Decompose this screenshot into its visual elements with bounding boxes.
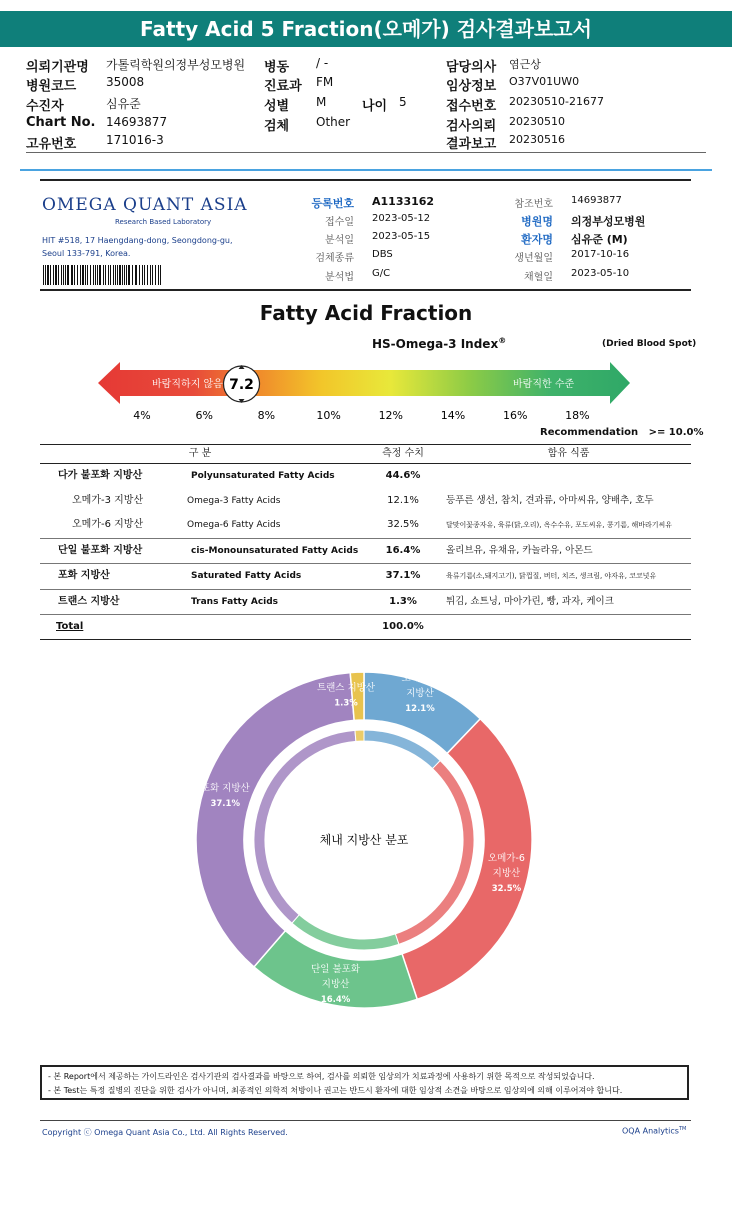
patient-value: 20230510 [509, 115, 565, 128]
barcode-bar [142, 265, 143, 285]
table-row [40, 513, 691, 539]
patient-label: 접수번호 [446, 99, 497, 114]
barcode-bar [139, 265, 140, 285]
disclaimer-box [40, 1065, 689, 1100]
lab-mid-label: 분석법 [325, 272, 354, 283]
barcode-bar [126, 265, 127, 285]
barcode-bar [80, 265, 81, 285]
row-foods: 올리브유, 유채유, 카놀라유, 아몬드 [446, 544, 593, 556]
barcode-bar [160, 265, 161, 285]
patient-value: O37V01UW0 [509, 75, 580, 88]
patient-label: 병원코드 [26, 79, 77, 94]
row-foods [446, 464, 691, 489]
table-body [40, 464, 691, 615]
barcode-icon [43, 265, 165, 285]
lab-right-value: 2023-05-10 [571, 268, 630, 279]
barcode-bar [97, 265, 98, 285]
lab-mid-label: 검체종류 [315, 253, 354, 264]
donut-slice-name: 단일 불포화 지방산 [311, 964, 361, 991]
patient-label: 임상정보 [446, 79, 497, 94]
scale-tick-label: 10% [316, 409, 341, 422]
barcode-bar [128, 265, 130, 285]
patient-label: Chart No. [26, 115, 96, 130]
row-foods: 육류기름(소,돼지고기), 닭껍질, 버터, 치즈, 생크림, 야자유, 코코넛유 [446, 572, 657, 580]
row-name-ko: 오메가-3 지방산 [72, 494, 144, 506]
index-marker [224, 365, 260, 403]
scale-tick-label: 18% [565, 409, 590, 422]
lab-mid-value: G/C [372, 268, 391, 279]
table-row [40, 539, 691, 565]
row-name-ko: 단일 불포화 지방산 [58, 544, 143, 556]
barcode-bar [124, 265, 125, 285]
barcode-bar [155, 265, 156, 285]
barcode-bar [43, 265, 44, 285]
barcode-bar [55, 265, 57, 285]
row-name-en: Trans Fatty Acids [191, 596, 279, 607]
disclaimer-line-2: - 본 Test는 특정 질병의 진단을 위한 검사가 아니며, 최종적인 의학적 처방이나 권고는 반드시 환자에 대한 임상적 소견을 바탕으로 임상의에 의해 이루어져야 합니다. [48, 1086, 623, 1095]
barcode-bar [82, 265, 84, 285]
header-category: 구 분 [188, 448, 212, 459]
patient-value: 20230516 [509, 133, 565, 146]
barcode-bar [71, 265, 73, 285]
index-value: 7.2 [229, 377, 254, 393]
lab-mid-label: 분석일 [325, 235, 354, 246]
patient-age-value: 5 [399, 95, 407, 109]
barcode-bar [110, 265, 111, 285]
row-value: 44.6% [385, 470, 421, 481]
lab-mid-value: A1133162 [372, 195, 435, 208]
patient-value: 가톨릭학원의정부성모병원 [106, 58, 246, 72]
row-foods: 튀김, 쇼트닝, 마아가린, 빵, 과자, 케이크 [446, 595, 614, 607]
donut-inner-slice [355, 730, 364, 741]
section-title: Fatty Acid Fraction [259, 301, 473, 325]
patient-value: 171016-3 [106, 133, 164, 147]
patient-label: 의뢰기관명 [26, 60, 89, 75]
row-name-ko: 트랜스 지방산 [58, 595, 120, 607]
lab-address-2: Seoul 133-791, Korea. [42, 249, 131, 258]
lab-right-value: 심유준 (M) [571, 233, 628, 246]
table-row [40, 464, 691, 489]
logo-text: OMEGA QUANT ASIA [42, 195, 248, 215]
barcode-bar [74, 265, 75, 285]
scale-right-label: 바람직한 수준 [513, 379, 575, 390]
barcode-bar [58, 265, 59, 285]
total-label: Total [56, 621, 84, 632]
row-name-en: Polyunsaturated Fatty Acids [191, 471, 335, 481]
report-title: Fatty Acid 5 Fraction(오메가) 검사결과보고서 [0, 11, 732, 47]
barcode-bar [67, 265, 69, 285]
lab-mid-label: 접수일 [325, 217, 354, 228]
patient-label: 결과보고 [446, 137, 497, 152]
patient-value: 염근상 [509, 58, 541, 71]
disclaimer-line-1: - 본 Report에서 제공하는 가이드라인은 검사기관의 검사결과를 바탕으로 하여, 검사를 의뢰한 임상의가 치료과정에 사용하기 위한 목적으로 작성되었습니다. [48, 1072, 595, 1081]
logo-subtitle: Research Based Laboratory [115, 218, 212, 226]
lab-logo [42, 195, 248, 215]
patient-label: 진료과 [264, 79, 302, 94]
lab-top-rule [40, 179, 691, 181]
row-name-ko: 오메가-6 지방산 [72, 519, 144, 530]
lab-bottom-rule [40, 289, 691, 291]
barcode-bar [113, 265, 114, 285]
barcode-bar [135, 265, 137, 285]
patient-label: 수진자 [26, 99, 64, 114]
barcode-bar [158, 265, 159, 285]
barcode-bar [95, 265, 96, 285]
barcode-bar [85, 265, 86, 285]
row-name-en: Omega-6 Fatty Acids [187, 520, 281, 530]
lab-mid-value: 2023-05-12 [372, 213, 431, 224]
header-foods: 함유 식품 [547, 448, 590, 459]
row-value: 1.3% [389, 595, 417, 607]
row-name-en: cis-Monounsaturated Fatty Acids [191, 545, 359, 556]
barcode-bar [90, 265, 91, 285]
patient-label: 병동 [264, 60, 290, 75]
donut-slice-value: 1.3% [334, 698, 358, 709]
barcode-bar [50, 265, 51, 285]
header-value: 측정 수치 [382, 448, 424, 459]
barcode-bar [147, 265, 148, 285]
patient-value: / - [316, 56, 329, 70]
donut-center-title: 체내 지방산 분포 [319, 833, 409, 847]
divider [26, 152, 706, 153]
barcode-bar [65, 265, 66, 285]
donut-slice-name: 오메가-3 지방산 [401, 673, 439, 699]
table-row [40, 590, 691, 616]
scale-tick-label: 12% [378, 409, 404, 422]
barcode-bar [105, 265, 106, 285]
total-value: 100.0% [382, 621, 424, 632]
donut-slice-value: 32.5% [491, 884, 522, 895]
donut-slice [196, 673, 354, 967]
donut-slice-value: 37.1% [210, 799, 240, 810]
patient-label: 검사의뢰 [446, 119, 497, 134]
donut-slice-name: 포화 지방산 [200, 783, 250, 795]
lab-mid-value: 2023-05-15 [372, 231, 431, 242]
barcode-bar [122, 265, 123, 285]
patient-label: 성별 [264, 99, 290, 114]
lab-right-value: 14693877 [571, 195, 622, 206]
scale-tick-label: 16% [502, 409, 528, 422]
row-name-en: Saturated Fatty Acids [191, 571, 302, 581]
index-title [372, 336, 506, 351]
row-value: 32.5% [387, 519, 419, 530]
table-total-row [40, 615, 691, 640]
lab-right-label: 참조번호 [514, 199, 553, 210]
trademark-mark: TM [678, 1126, 687, 1132]
barcode-bar [119, 265, 121, 285]
patient-value: M [316, 95, 327, 109]
row-value: 37.1% [385, 570, 421, 581]
barcode-bar [77, 265, 78, 285]
row-name-ko: 다가 불포화 지방산 [58, 470, 143, 481]
barcode-bar [53, 265, 54, 285]
barcode-bar [93, 265, 94, 285]
patient-label: 검체 [264, 119, 290, 134]
scale-tick-label: 14% [440, 409, 466, 422]
patient-label: 담당의사 [446, 60, 497, 75]
table-header [40, 445, 691, 464]
omega3-index-scale [0, 356, 732, 426]
fatty-acid-donut-chart [196, 664, 536, 1024]
fatty-acid-table [40, 445, 691, 640]
barcode-bar [103, 265, 104, 285]
row-value: 12.1% [387, 494, 419, 506]
barcode-bar [150, 265, 151, 285]
patient-value: 14693877 [106, 115, 168, 129]
table-row [40, 564, 691, 590]
divider-blue [20, 169, 712, 171]
scale-left-label: 바람직하지 않음 [152, 379, 223, 390]
lab-right-label: 생년월일 [514, 253, 553, 264]
patient-label: 고유번호 [26, 137, 77, 152]
scale-tick-label: 4% [133, 409, 151, 422]
copyright: Copyright ⓒ Omega Quant Asia Co., Ltd. All Rights Reserved. [42, 1128, 288, 1137]
row-foods: 등푸른 생선, 참치, 견과류, 아마씨유, 양배추, 호두 [446, 494, 654, 506]
scale-tick-label: 8% [257, 409, 276, 422]
recommendation: Recommendation >= 10.0% [540, 427, 704, 438]
patient-value: 35008 [106, 75, 145, 89]
barcode-bar [87, 265, 88, 285]
index-title-text: HS-Omega-3 Index [372, 337, 499, 351]
donut-slice-name: 트랜스 지방산 [316, 682, 376, 694]
barcode-bar [152, 265, 153, 285]
lab-right-value: 의정부성모병원 [571, 215, 646, 228]
registered-mark: ® [498, 336, 507, 345]
barcode-bar [115, 265, 116, 285]
lab-right-value: 2017-10-16 [571, 249, 630, 260]
donut-slice-name: 오메가-6 지방산 [487, 853, 525, 880]
barcode-bar [61, 265, 62, 285]
barcode-bar [117, 265, 118, 285]
patient-value: 심유준 [106, 97, 141, 111]
patient-value: 20230510-21677 [509, 95, 604, 108]
donut-slice-value: 12.1% [405, 704, 435, 714]
row-foods: 달맞이꽃종자유, 육류(닭,오리), 옥수수유, 포도씨유, 콩기름, 해바라기씨유 [446, 521, 673, 529]
lab-address-1: HIT #518, 17 Haengdang-dong, Seongdong-gu, [42, 236, 233, 245]
lab-right-label: 채혈일 [524, 272, 553, 283]
lab-right-label: 병원명 [521, 215, 553, 228]
row-value: 16.4% [385, 544, 421, 556]
index-note: (Dried Blood Spot) [602, 339, 697, 349]
row-name-en: Omega-3 Fatty Acids [187, 495, 281, 506]
donut-slice-value: 16.4% [320, 995, 351, 1006]
barcode-bar [144, 265, 145, 285]
lab-mid-value: DBS [372, 249, 393, 260]
patient-value: FM [316, 75, 334, 89]
barcode-bar [63, 265, 64, 285]
patient-age-label: 나이 [362, 99, 388, 114]
row-name-ko: 포화 지방산 [58, 570, 110, 581]
barcode-bar [45, 265, 46, 285]
lab-right-label: 환자명 [521, 233, 553, 246]
barcode-bar [47, 265, 49, 285]
barcode-bar [132, 265, 133, 285]
patient-value: Other [316, 115, 351, 129]
brand-text: OQA Analytics [622, 1126, 679, 1136]
scale-tick-label: 6% [195, 409, 213, 422]
footer-brand [622, 1126, 686, 1136]
table-row [40, 489, 691, 514]
donut-inner-slice [292, 915, 399, 950]
barcode-bar [108, 265, 109, 285]
barcode-bar [99, 265, 101, 285]
lab-mid-label: 등록번호 [311, 197, 354, 210]
footer-rule [40, 1120, 691, 1121]
